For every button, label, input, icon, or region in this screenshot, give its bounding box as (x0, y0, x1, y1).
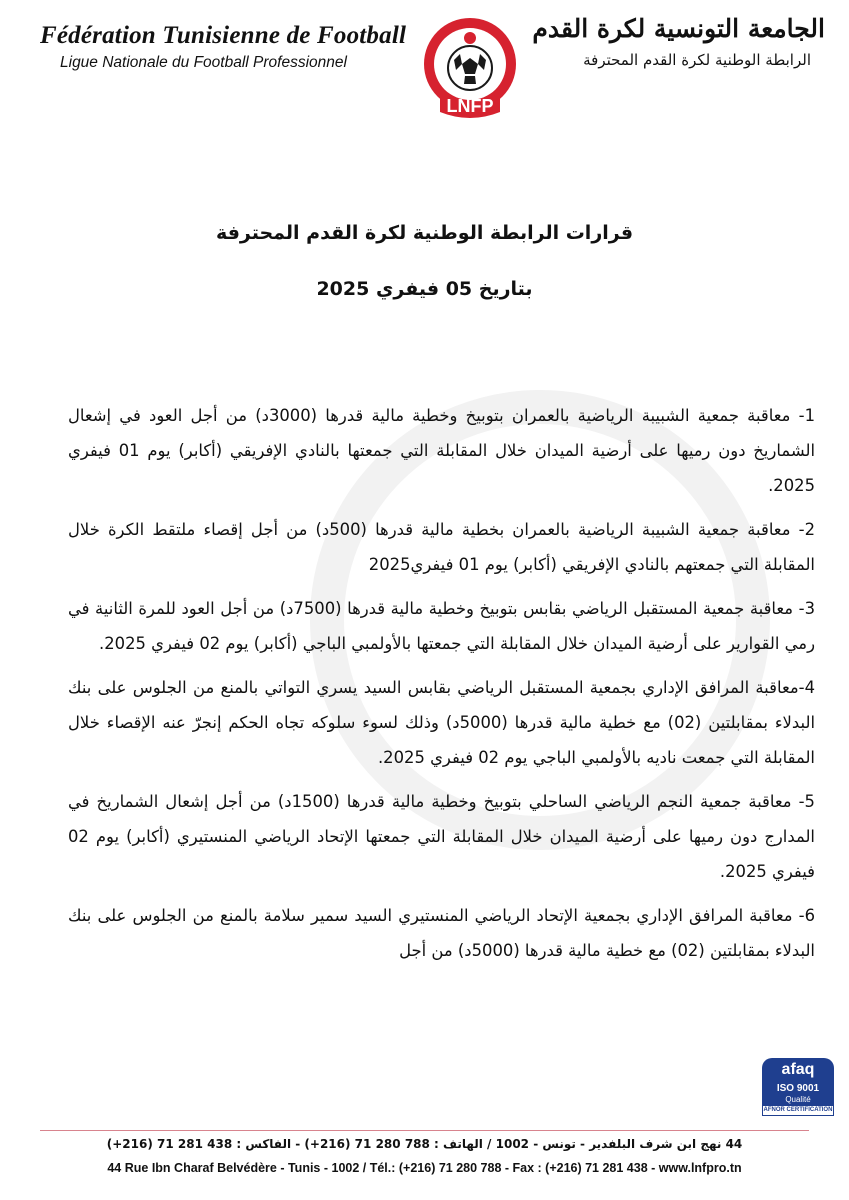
iso-label: Qualité (762, 1095, 834, 1105)
decision-item: 1- معاقبة جمعية الشبيبة الرياضية بالعمران بتوبيخ وخطية مالية قدرها (3000د) من أجل العود في إشعال الشماريخ دون رميها على أرضية الميدان خلال المقابلة التي جمعتها بالنادي الإفريقي (أكابر) يوم 01 فيفري 2025. (68, 406, 816, 495)
footer-address-ar: 44 نهج ابن شرف البلفدير - تونس - 1002 / الهاتف : 788 280 71 (216+) - الفاكس : 438 281 71 (216+) (106, 1137, 743, 1151)
title-block (0, 222, 849, 300)
afaq-brand: afaq (762, 1058, 834, 1082)
decision-item: 4-معاقبة المرافق الإداري بجمعية المستقبل الرياضي بقابس السيد يسري التواتي بالمنع من الجلوس على بنك البدلاء بمقابلتين (02) مع خطية مالية قدرها (5000د) وذلك لسوء سلوكه تجاه الحكم إنجرّ عنه الإقصاء خلال المقابلة التي جمعت ناديه بالأولمبي الباجي يوم 02 فيفري 2025. (68, 678, 816, 767)
lnfp-logo (420, 14, 520, 122)
logo-text: LNFP (446, 96, 494, 116)
afaq-certification-badge (762, 1058, 834, 1124)
decision-item: 5- معاقبة جمعية النجم الرياضي الساحلي بتوبيخ وخطية مالية قدرها (1500د) من أجل إشعال الشماريخ في المدارج دون رميها على أرضية الميدان خلال المقابلة التي جمعتها الإتحاد الرياضي المنستيري (أكابر) يوم 02 فيفري 2025. (68, 792, 815, 881)
federation-name-fr: Fédération Tunisienne de Football (40, 22, 407, 49)
federation-name-ar: الجامعة التونسية لكرة القدم (532, 14, 825, 43)
iso-issuer: AFNOR CERTIFICATION (762, 1105, 834, 1116)
document-date: بتاريخ 05 فيفري 2025 (316, 278, 533, 300)
decision-item: 3- معاقبة جمعية المستقبل الرياضي بقابس بتوبيخ وخطية مالية قدرها (7500د) من أجل العود للمرة الثانية في رمي القوارير على أرضية الميدان خلال المقابلة التي جمعتها بالأولمبي الباجي (أكابر) يوم 02 فيفري 2025. (68, 599, 815, 653)
document-title: قرارات الرابطة الوطنية لكرة القدم المحترفة (215, 222, 634, 244)
header-french (40, 22, 407, 72)
league-name-ar: الرابطة الوطنية لكرة القدم المحترفة (583, 51, 811, 69)
footer-address-fr: 44 Rue Ibn Charaf Belvédère - Tunis - 1002 / Tél.: (+216) 71 280 788 - Fax : (+216) 71 281 438 - www.lnfpro.tn (107, 1161, 742, 1175)
iso-standard: ISO 9001 (762, 1082, 834, 1095)
decisions-list (68, 398, 815, 977)
footer-divider (40, 1130, 809, 1131)
decision-item: 2- معاقبة جمعية الشبيبة الرياضية بالعمران بخطية مالية قدرها (500د) من أجل إقصاء ملتقط الكرة خلال المقابلة التي جمعتهم بالنادي الإفريقي (أكابر) يوم 01 فيفري2025 (68, 520, 815, 574)
header-arabic (525, 14, 825, 69)
league-name-fr: Ligue Nationale du Football Professionnel (60, 54, 347, 71)
decision-item: 6- معاقبة المرافق الإداري بجمعية الإتحاد الرياضي المنستيري السيد سمير سلامة بالمنع من الجلوس على بنك البدلاء بمقابلتين (02) مع خطية مالية قدرها (5000د) من أجل (68, 906, 815, 960)
